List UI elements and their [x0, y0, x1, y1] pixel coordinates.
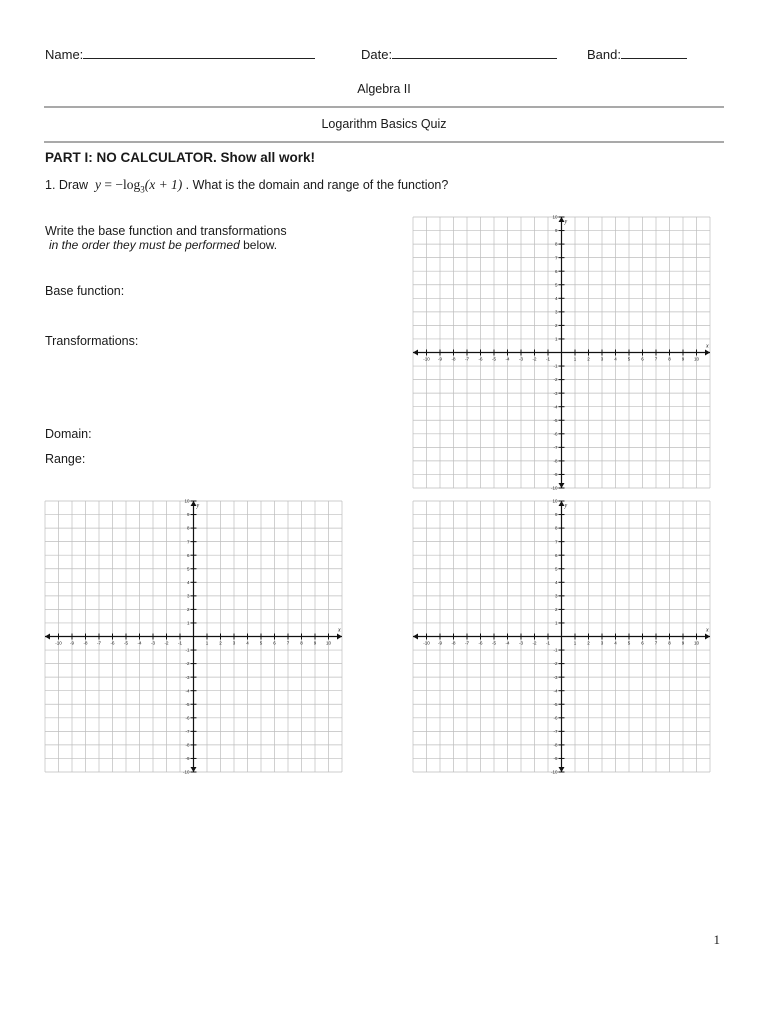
y-tick-label: -2: [553, 377, 558, 383]
x-tick-label: 5: [627, 640, 631, 646]
page-number: 1: [713, 932, 720, 947]
x-axis-arrow-right: [337, 634, 342, 640]
band-field[interactable]: [587, 46, 687, 62]
coordinate-grid-2[interactable]: [45, 498, 342, 775]
y-tick-label: 6: [186, 552, 190, 558]
x-tick-label: 10: [693, 356, 700, 362]
x-tick-label: 6: [641, 640, 644, 646]
y-tick-label: 4: [554, 295, 558, 301]
y-tick-label: 2: [554, 323, 558, 328]
y-tick-label: 3: [554, 309, 558, 315]
x-tick-label: 3: [600, 640, 604, 646]
x-tick-label: 1: [573, 640, 577, 646]
y-tick-label: 3: [186, 593, 190, 599]
x-tick-label: 1: [573, 356, 577, 362]
x-tick-label: -5: [491, 640, 497, 646]
transformations-label: Transformations:: [45, 334, 139, 348]
x-tick-label: 4: [246, 640, 249, 646]
y-tick-label: -6: [553, 715, 558, 721]
x-tick-label: -10: [55, 640, 62, 646]
x-axis-arrow-right: [705, 634, 710, 640]
y-tick-label: 9: [186, 512, 190, 518]
y-tick-label: -1: [553, 647, 558, 653]
y-tick-label: -4: [185, 688, 190, 694]
y-tick-label: 1: [186, 620, 190, 626]
name-blank[interactable]: [83, 46, 315, 59]
y-tick-label: -1: [553, 363, 558, 369]
x-axis-arrow-left: [45, 634, 50, 640]
y-tick-label: -7: [553, 444, 558, 450]
band-label: Band:: [587, 47, 621, 62]
y-tick-label: 3: [554, 593, 558, 599]
x-tick-label: 2: [587, 356, 590, 362]
x-tick-label: -8: [451, 640, 456, 646]
y-tick-label: -8: [553, 458, 558, 464]
name-field[interactable]: [45, 46, 315, 62]
grid-svg: [413, 214, 710, 491]
x-tick-label: 8: [300, 640, 303, 646]
y-tick-label: -4: [553, 404, 558, 410]
course-title: Algebra II: [357, 82, 411, 96]
y-axis-label: y: [564, 503, 568, 509]
y-axis-label: y: [196, 503, 200, 509]
y-tick-label: -9: [185, 756, 190, 762]
x-tick-label: 5: [627, 356, 631, 362]
x-tick-label: -10: [423, 640, 430, 646]
x-axis-arrow-left: [413, 350, 418, 356]
y-tick-label: 8: [554, 241, 558, 247]
x-tick-label: -8: [83, 640, 88, 646]
y-tick-label: -8: [553, 742, 558, 748]
y-tick-label: -10: [550, 769, 558, 775]
y-tick-label: 2: [186, 607, 190, 612]
x-tick-label: -6: [478, 640, 483, 646]
x-tick-label: -4: [505, 356, 510, 362]
x-tick-label: 9: [681, 640, 685, 646]
x-tick-label: -1: [545, 640, 551, 646]
date-field[interactable]: [361, 46, 557, 62]
x-tick-label: 1: [205, 640, 209, 646]
y-tick-label: 5: [554, 282, 558, 288]
grid-svg: [45, 498, 342, 775]
y-tick-label: -10: [550, 485, 558, 491]
x-tick-label: 6: [641, 356, 644, 362]
x-tick-label: -7: [464, 356, 470, 362]
y-axis-arrow-down: [191, 767, 197, 772]
x-axis-label: x: [706, 343, 709, 350]
x-tick-label: -7: [464, 640, 470, 646]
x-tick-label: 8: [668, 640, 671, 646]
domain-label: Domain:: [45, 427, 92, 441]
x-tick-label: 6: [273, 640, 276, 646]
y-axis-label: y: [564, 219, 568, 225]
y-tick-label: 1: [554, 620, 558, 626]
instructions: [45, 224, 287, 252]
x-tick-label: -4: [505, 640, 510, 646]
y-tick-label: -8: [185, 742, 190, 748]
x-tick-label: -3: [518, 356, 524, 362]
x-tick-label: -5: [491, 356, 497, 362]
x-tick-label: 2: [219, 640, 222, 646]
y-tick-label: 7: [554, 255, 558, 261]
x-axis-arrow-right: [705, 350, 710, 356]
y-tick-label: -9: [553, 756, 558, 762]
y-tick-label: -6: [185, 715, 190, 721]
y-tick-label: -5: [185, 701, 190, 707]
header-divider-bottom: [44, 141, 724, 143]
x-tick-label: 4: [614, 640, 617, 646]
y-tick-label: -2: [185, 661, 190, 667]
x-axis-label: x: [706, 627, 709, 634]
x-tick-label: -1: [177, 640, 183, 646]
y-tick-label: -5: [553, 701, 558, 707]
coordinate-grid-1[interactable]: [413, 214, 710, 491]
y-tick-label: -3: [553, 674, 558, 680]
x-tick-label: 3: [232, 640, 236, 646]
x-tick-label: 10: [693, 640, 700, 646]
x-tick-label: -10: [423, 356, 430, 362]
x-axis-arrow-left: [413, 634, 418, 640]
y-tick-label: -1: [185, 647, 190, 653]
y-tick-label: 2: [554, 607, 558, 612]
x-tick-label: -3: [518, 640, 524, 646]
y-tick-label: 10: [184, 498, 190, 504]
y-axis-arrow-down: [559, 767, 565, 772]
y-tick-label: 9: [554, 228, 558, 234]
header-divider-top: [44, 106, 724, 108]
x-tick-label: 10: [325, 640, 332, 646]
x-tick-label: -9: [69, 640, 75, 646]
instructions-line1: Write the base function and transformations: [45, 224, 287, 238]
x-tick-label: -5: [123, 640, 129, 646]
y-tick-label: -3: [553, 390, 558, 396]
x-tick-label: 9: [313, 640, 317, 646]
y-tick-label: 9: [554, 512, 558, 518]
range-label: Range:: [45, 452, 86, 466]
x-tick-label: 9: [681, 356, 685, 362]
x-tick-label: 3: [600, 356, 604, 362]
band-blank[interactable]: [621, 46, 687, 59]
y-tick-label: -4: [553, 688, 558, 694]
y-tick-label: -10: [182, 769, 190, 775]
y-tick-label: 4: [186, 579, 190, 585]
x-tick-label: -6: [478, 356, 483, 362]
y-tick-label: -7: [553, 728, 558, 734]
x-axis-label: x: [338, 627, 341, 634]
date-blank[interactable]: [392, 46, 557, 59]
x-tick-label: -4: [137, 640, 142, 646]
y-axis-arrow-down: [559, 483, 565, 488]
x-tick-label: -1: [545, 356, 551, 362]
x-tick-label: -2: [532, 356, 537, 362]
y-tick-label: 6: [554, 268, 558, 274]
y-tick-label: 7: [186, 539, 190, 545]
y-tick-label: -9: [553, 472, 558, 478]
x-tick-label: -9: [437, 640, 443, 646]
y-tick-label: 5: [186, 566, 190, 572]
coordinate-grid-3[interactable]: [413, 498, 710, 775]
y-tick-label: -2: [553, 661, 558, 667]
y-tick-label: 5: [554, 566, 558, 572]
question-1: [45, 177, 448, 195]
y-tick-label: 8: [186, 525, 190, 531]
part1-heading: PART I: NO CALCULATOR. Show all work!: [45, 150, 315, 165]
base-function-label: Base function:: [45, 284, 125, 298]
q1-prefix: 1. Draw: [45, 178, 89, 192]
grid-svg: [413, 498, 710, 775]
q1-equation: $y = -\log_3(x + 1)$: [94, 177, 183, 195]
y-tick-label: -3: [185, 674, 190, 680]
x-tick-label: 7: [654, 640, 658, 646]
x-tick-label: -2: [164, 640, 169, 646]
y-tick-label: 10: [552, 498, 558, 504]
x-tick-label: -3: [150, 640, 156, 646]
x-tick-label: -8: [451, 356, 456, 362]
x-tick-label: 7: [654, 356, 658, 362]
date-label: Date:: [361, 47, 393, 62]
name-label: Name:: [45, 47, 84, 62]
x-tick-label: 8: [668, 356, 671, 362]
y-tick-label: 10: [552, 214, 558, 220]
instructions-line2: in the order they must be performed below.: [49, 238, 278, 252]
quiz-title: Logarithm Basics Quiz: [321, 117, 447, 131]
x-tick-label: -9: [437, 356, 443, 362]
x-tick-label: 7: [286, 640, 290, 646]
x-tick-label: 5: [259, 640, 263, 646]
x-tick-label: -2: [532, 640, 537, 646]
x-tick-label: 4: [614, 356, 617, 362]
x-tick-label: -7: [96, 640, 102, 646]
y-tick-label: -5: [553, 417, 558, 423]
q1-suffix: . What is the domain and range of the function?: [185, 178, 449, 192]
x-tick-label: -6: [110, 640, 115, 646]
y-tick-label: 8: [554, 525, 558, 531]
y-tick-label: -7: [185, 728, 190, 734]
y-tick-label: -6: [553, 431, 558, 437]
y-tick-label: 6: [554, 552, 558, 558]
y-tick-label: 1: [554, 336, 558, 342]
y-tick-label: 4: [554, 579, 558, 585]
y-tick-label: 7: [554, 539, 558, 545]
x-tick-label: 2: [587, 640, 590, 646]
